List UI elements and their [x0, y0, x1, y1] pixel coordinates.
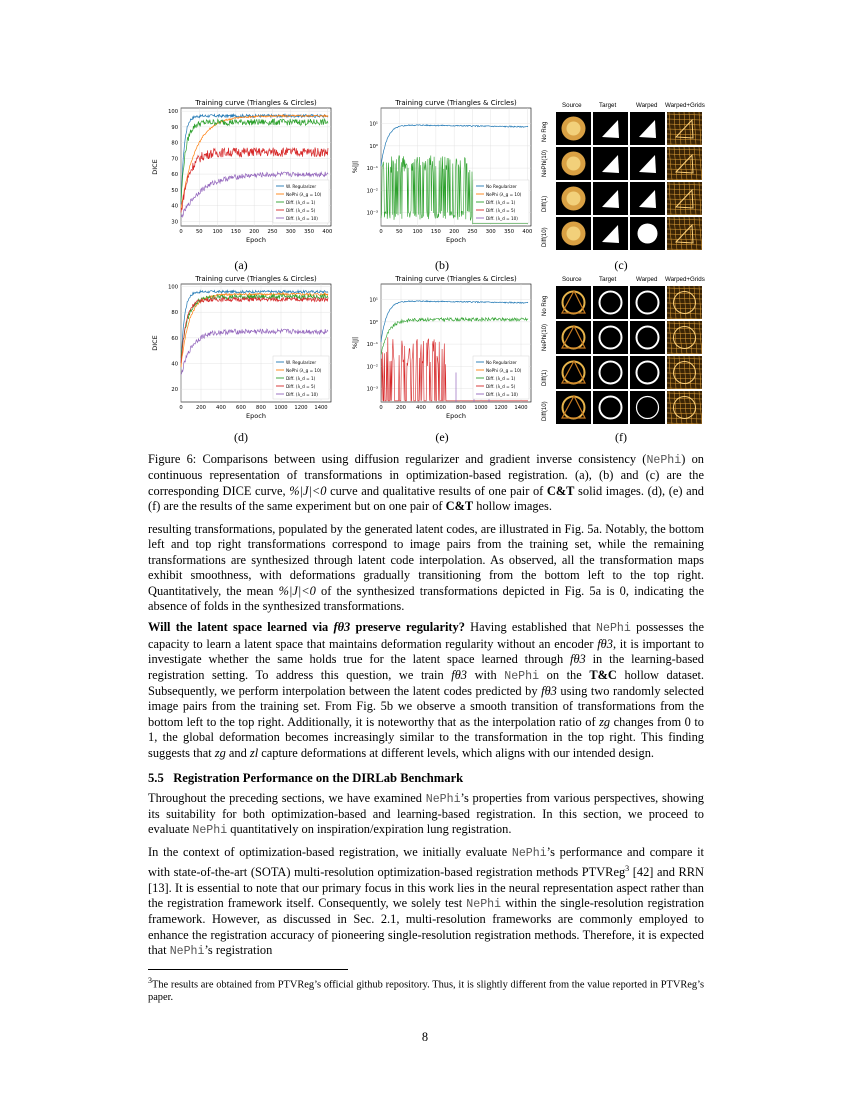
paragraph-regularity: Will the latent space learned via fθ3 preserve regularity? Having established that NePhi possesses the capacity to learn a latent space that maintains deformation regularity without an encoder fθ3, it is important to investigate whether the same holds true for the latent space learned through fθ3 in the learning-based registration setting. To address this question, we train fθ3 with NePhi on the T&C hollow dataset. Subsequently, we perform interpolation between the latent codes predicted by fθ3 using two randomly selected image pairs from the training set. From Fig. 5b we observe a smooth transition of transformations from the bottom left to the top right. Additionally, it is noteworthy that as the interpolation ratio of zg changes from 0 to 1, the global deformation becomes increasingly similar to the transformation in the top right. This finding suggests that zg and zl capture deformations at different levels, which aligns with our intended design.: [148, 620, 704, 760]
image-tile: [630, 286, 665, 319]
image-tile: [630, 356, 665, 389]
legend-entry: Diff. (λ_d = 5): [286, 207, 316, 213]
x-tick-label: 800: [456, 405, 466, 411]
target-shape: [600, 362, 622, 384]
x-tick-label: 300: [485, 229, 496, 235]
image-tile: [667, 356, 702, 389]
x-axis-label: Epoch: [246, 236, 266, 244]
image-tile: [630, 321, 665, 354]
chart-title: Training curve (Triangles & Circles): [395, 99, 517, 107]
x-tick-label: 200: [249, 229, 260, 235]
warped-shape: [639, 190, 656, 208]
chart-title: Training curve (Triangles & Circles): [195, 275, 317, 283]
image-tile: [630, 147, 665, 180]
image-tile: [630, 182, 665, 215]
y-tick-label: 10⁻³: [366, 210, 378, 217]
image-tile: [593, 286, 628, 319]
target-shape: [602, 155, 619, 173]
y-tick-label: 80: [171, 310, 178, 317]
image-tile: [556, 147, 591, 180]
sub-label-a: (a): [234, 258, 248, 272]
image-tile: [667, 112, 702, 145]
row-label: NePhi(10): [542, 323, 548, 351]
x-tick-label: 200: [449, 229, 460, 235]
image-tile: [556, 391, 591, 424]
column-header: Warped: [636, 102, 658, 109]
row-label: Diff(10): [542, 227, 548, 247]
source-shape: [567, 122, 581, 136]
row-label: No Reg: [542, 295, 548, 316]
source-shape: [563, 327, 585, 349]
chart-title: Training curve (Triangles & Circles): [395, 275, 517, 283]
y-tick-label: 90: [171, 124, 178, 131]
warped-shape: [637, 292, 659, 314]
image-tile: [556, 112, 591, 145]
paragraph-dirlab-intro: Throughout the preceding sections, we have examined NePhi’s properties from various perspectives, showing its suitability for both optimization-based and learning-based registration. In this section, we proceed to evaluate NePhi quantitatively on inspiration/expiration lung registration.: [148, 790, 704, 838]
source-shape: [563, 362, 585, 384]
footnote: $^3$The results are obtained from PTVReg’s official github repository. Thus, it is slightly different from the value reported in PTVReg’s paper.: [148, 976, 704, 1004]
legend-entry: Diff. (λ_d = 1): [286, 199, 316, 205]
image-tile: [593, 356, 628, 389]
x-tick-label: 200: [396, 405, 406, 411]
warped-shape: [639, 155, 656, 173]
image-tile: [593, 217, 628, 250]
warped-shape: [637, 397, 659, 419]
image-tile: [556, 321, 591, 354]
x-tick-label: 600: [236, 405, 246, 411]
chart-title: Training curve (Triangles & Circles): [195, 99, 317, 107]
legend-entry: Diff. (λ_d = 1): [486, 199, 516, 205]
y-tick-label: 40: [171, 361, 178, 368]
target-shape: [602, 120, 619, 138]
x-tick-label: 150: [230, 229, 241, 235]
chart-jacobian-solid: [345, 96, 540, 256]
x-tick-label: 0: [379, 229, 383, 235]
x-tick-label: 1200: [494, 405, 508, 411]
figure-caption: Figure 6: Comparisons between using diffusion regularizer and gradient inverse consistency (NePhi) on continuous representation of transformations in optimization-based registration. (a), (b) and (c) are the corresponding DICE curve, %|J|<0 curve and qualitative results of one pair of C&T solid images. (d), (e) and (f) are the results of the same experiment but on one pair of C&T hollow images.: [148, 452, 705, 514]
column-header: Target: [599, 102, 617, 109]
section-title: 5.5 Registration Performance on the DIRLab Benchmark: [148, 771, 464, 786]
legend-entry: NePhi (λ_g = 10): [286, 367, 322, 373]
warped-shape: [638, 224, 658, 244]
legend-entry: NePhi (λ_g = 10): [486, 367, 522, 373]
column-header: Target: [599, 276, 617, 283]
y-tick-label: 60: [171, 172, 178, 179]
x-tick-label: 200: [196, 405, 206, 411]
footnote-rule: [148, 969, 348, 970]
y-tick-label: 20: [171, 387, 178, 394]
column-header: Warped+Grids: [665, 276, 705, 283]
x-tick-label: 1200: [294, 405, 308, 411]
row-label: Diff(1): [542, 195, 548, 212]
y-axis-label: %|J|: [351, 160, 359, 174]
x-tick-label: 350: [304, 229, 315, 235]
x-tick-label: 400: [322, 229, 333, 235]
legend-entry: No Regularizer: [486, 359, 517, 365]
x-axis-label: Epoch: [446, 412, 466, 420]
legend-entry: Diff. (λ_d = 10): [286, 215, 318, 221]
sub-label-c: (c): [614, 258, 628, 272]
target-shape: [602, 190, 619, 208]
image-tile: [667, 321, 702, 354]
x-tick-label: 1000: [474, 405, 488, 411]
source-shape: [563, 397, 585, 419]
image-tile: [556, 356, 591, 389]
warped-shape: [639, 120, 656, 138]
image-tile: [593, 391, 628, 424]
sub-label-d: (d): [234, 430, 248, 444]
y-axis-label: DICE: [151, 159, 159, 175]
x-tick-label: 1400: [514, 405, 528, 411]
column-header: Warped: [636, 276, 658, 283]
image-tile: [667, 182, 702, 215]
sub-label-e: (e): [435, 430, 449, 444]
y-tick-label: 10⁻¹: [366, 166, 378, 173]
legend-entry: NePhi (λ_g = 10): [486, 191, 522, 197]
legend-entry: Diff. (λ_d = 10): [486, 391, 518, 397]
target-shape: [600, 292, 622, 314]
target-shape: [600, 397, 622, 419]
y-tick-label: 70: [171, 156, 178, 163]
y-tick-label: 100: [168, 109, 178, 116]
legend-entry: Diff. (λ_d = 1): [286, 375, 316, 381]
legend-entry: Diff. (λ_d = 5): [486, 383, 516, 389]
target-shape: [600, 327, 622, 349]
paragraph-latent-codes: resulting transformations, populated by the generated latent codes, are illustrated in Fig. 5a. Notably, the bottom left and top right transformations correspond to image pairs from the training set, while the remaining transformations are synthesized through latent code interpolation. As observed, all the transformation maps exhibit smoothness, with deformations gradually transitioning from the bottom left to the top right. Quantitatively, the mean %|J|<0 of the synthesized transformations depicted in Fig. 5a is 0, indicating the absence of folds in the synthesized transformations.: [148, 522, 704, 614]
page-number: 8: [421, 1030, 429, 1044]
image-tile: [556, 286, 591, 319]
row-label: NePhi(10): [542, 149, 548, 177]
y-axis-label: %|J|: [351, 336, 359, 350]
row-label: Diff(1): [542, 369, 548, 386]
x-tick-label: 250: [467, 229, 478, 235]
x-tick-label: 0: [179, 405, 183, 411]
image-tile: [630, 217, 665, 250]
x-tick-label: 0: [179, 229, 183, 235]
x-tick-label: 50: [395, 229, 403, 235]
body-text: [148, 522, 704, 966]
x-tick-label: 150: [430, 229, 441, 235]
y-tick-label: 40: [171, 203, 178, 210]
target-shape: [602, 225, 619, 243]
y-tick-label: 10⁻¹: [366, 342, 378, 349]
image-tile: [630, 112, 665, 145]
y-tick-label: 10⁻³: [366, 386, 378, 393]
sub-label-f: (f): [615, 430, 627, 444]
y-tick-label: 100: [168, 284, 178, 291]
legend-entry: Diff. (λ_d = 10): [286, 391, 318, 397]
y-tick-label: 10¹: [369, 297, 378, 304]
x-tick-label: 0: [379, 405, 383, 411]
source-shape: [567, 192, 581, 206]
figure-6: [145, 96, 707, 446]
image-tile: [593, 182, 628, 215]
x-tick-label: 400: [522, 229, 533, 235]
y-tick-label: 10⁻²: [366, 188, 378, 195]
chart-dice-solid: [145, 96, 340, 256]
paragraph-optimization: In the context of optimization-based registration, we initially evaluate NePhi’s performance and compare it with state-of-the-art (SOTA) multi-resolution optimization-based registration methods PTVReg$^3$ [42] and RRN [13]. It is essential to note that our primary focus in this work lies in the neural representation aspect rather than the registration framework itself. Consequently, we solely test NePhi within the single-resolution registration framework. However, as discussed in Sec. 2.1, multi-resolution frameworks are commonly employed to enhance the registration accuracy of pioneering single-resolution registration methods. Therefore, it is expected that NePhi’s registration: [148, 844, 705, 959]
image-tile: [667, 147, 702, 180]
y-tick-label: 10⁻²: [366, 364, 378, 371]
warped-shape: [637, 327, 659, 349]
x-tick-label: 50: [195, 229, 203, 235]
x-tick-label: 100: [412, 229, 423, 235]
y-axis-label: DICE: [151, 335, 159, 351]
y-tick-label: 80: [171, 140, 178, 147]
legend-entry: NePhi (λ_g = 10): [286, 191, 322, 197]
x-tick-label: 1000: [274, 405, 288, 411]
image-tile: [667, 217, 702, 250]
image-tile: [556, 217, 591, 250]
x-tick-label: 800: [256, 405, 266, 411]
y-tick-label: 10⁰: [369, 319, 378, 326]
y-tick-label: 30: [171, 219, 178, 226]
y-tick-label: 50: [171, 187, 178, 194]
x-axis-label: Epoch: [246, 412, 266, 420]
image-tile: [593, 147, 628, 180]
column-header: Source: [562, 276, 582, 283]
row-label: Diff(10): [542, 401, 548, 421]
chart-dice-hollow: [145, 272, 340, 432]
legend-entry: No Regularizer: [486, 183, 517, 189]
image-tile: [556, 182, 591, 215]
x-tick-label: 400: [416, 405, 426, 411]
x-tick-label: 400: [216, 405, 226, 411]
y-tick-label: 60: [171, 335, 178, 342]
x-tick-label: 600: [436, 405, 446, 411]
x-tick-label: 300: [285, 229, 296, 235]
legend-entry: Diff. (λ_d = 5): [286, 383, 316, 389]
row-label: No Reg: [542, 121, 548, 142]
source-shape: [567, 157, 581, 171]
column-header: Warped+Grids: [665, 102, 705, 109]
image-tile: [667, 286, 702, 319]
source-shape: [563, 292, 585, 314]
x-tick-label: 350: [504, 229, 515, 235]
sub-label-b: (b): [435, 258, 449, 272]
legend-entry: W. Regularizer: [286, 183, 317, 189]
x-axis-label: Epoch: [446, 236, 466, 244]
chart-jacobian-hollow: [345, 272, 540, 432]
qualitative-solid: [542, 102, 707, 252]
source-shape: [567, 227, 581, 241]
image-tile: [630, 391, 665, 424]
x-tick-label: 1400: [314, 405, 328, 411]
image-tile: [593, 112, 628, 145]
legend-entry: Diff. (λ_d = 1): [486, 375, 516, 381]
x-tick-label: 100: [212, 229, 223, 235]
y-tick-label: 10⁰: [369, 143, 378, 150]
qualitative-hollow: [542, 276, 707, 426]
x-tick-label: 250: [267, 229, 278, 235]
y-tick-label: 10¹: [369, 121, 378, 128]
image-tile: [593, 321, 628, 354]
legend-entry: Diff. (λ_d = 5): [486, 207, 516, 213]
warped-shape: [637, 362, 659, 384]
image-tile: [667, 391, 702, 424]
legend-entry: W. Regularizer: [286, 359, 317, 365]
column-header: Source: [562, 102, 582, 109]
legend-entry: Diff. (λ_d = 10): [486, 215, 518, 221]
